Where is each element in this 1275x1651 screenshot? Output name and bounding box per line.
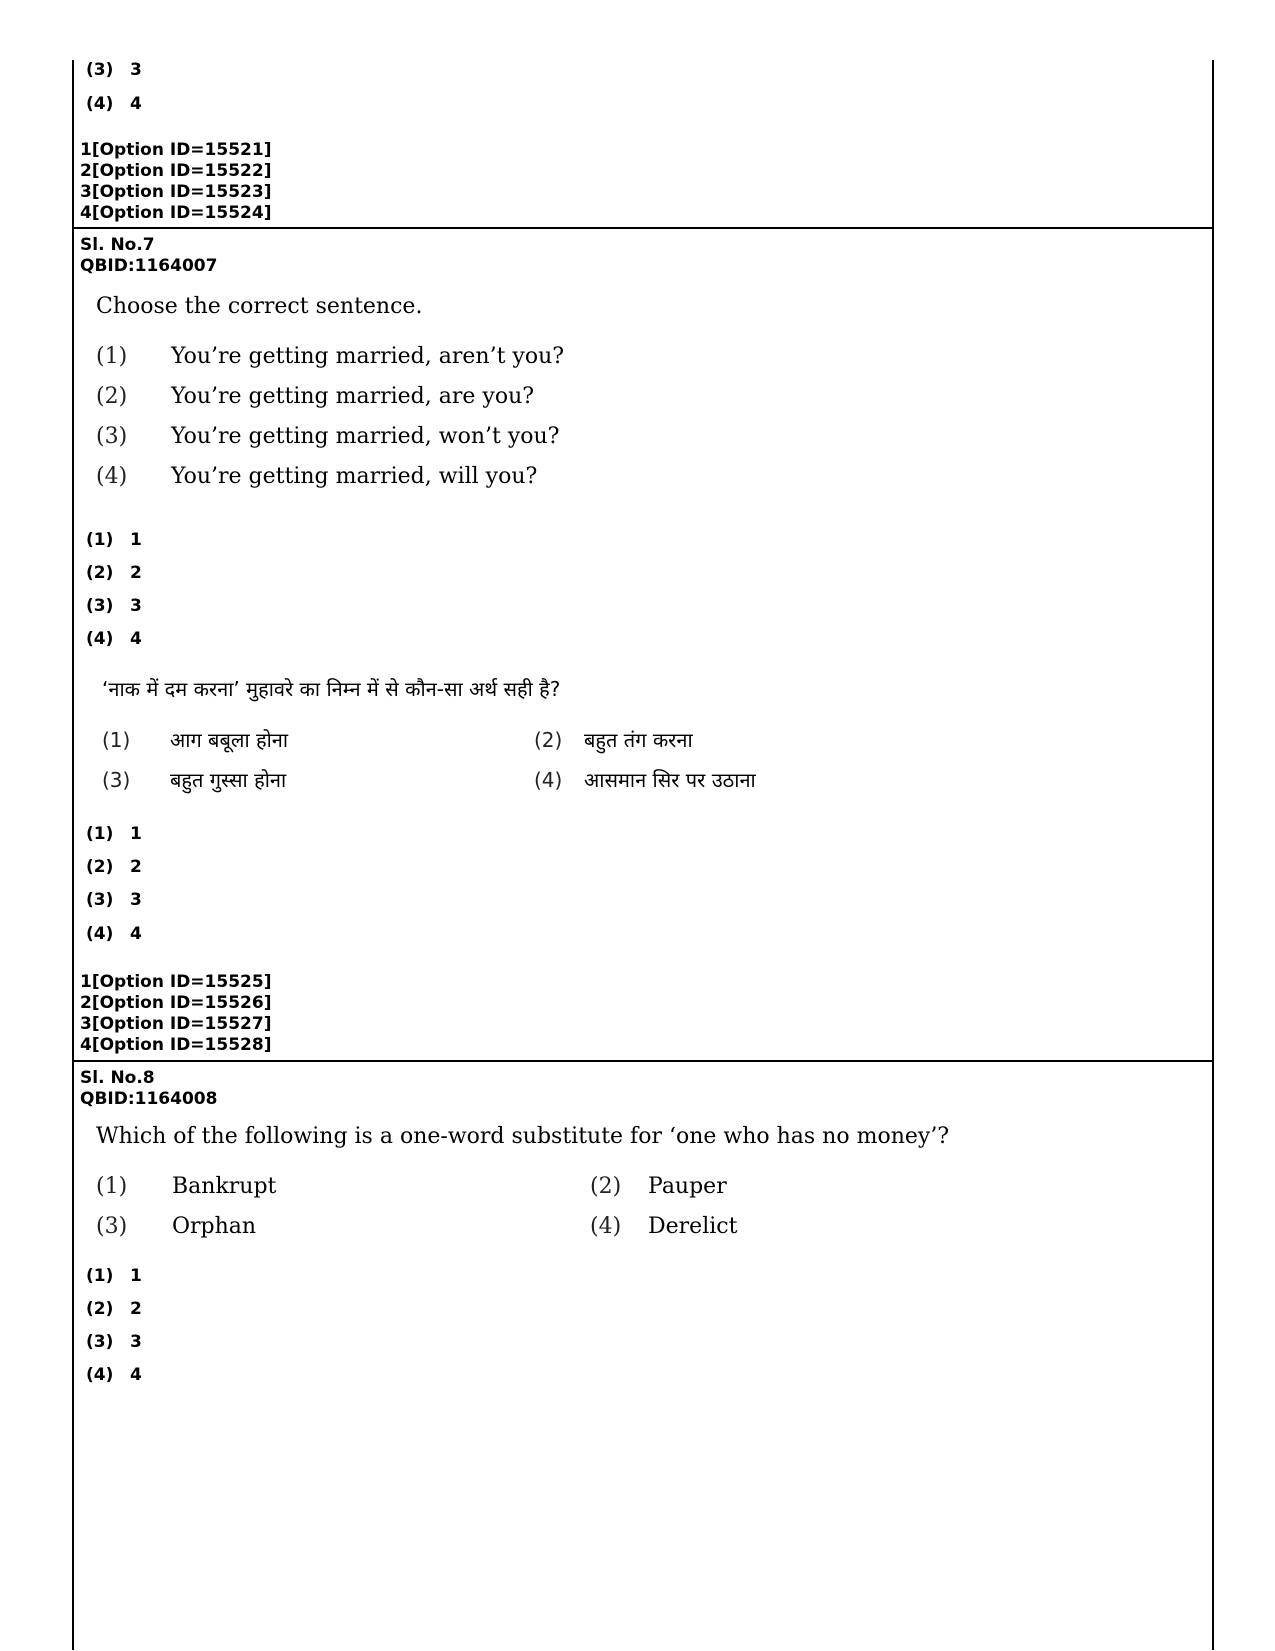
answer-choice: (3) 3 — [86, 60, 142, 80]
option-1: (1) Bankrupt — [96, 1174, 277, 1199]
option-id: 1[Option ID=15521] — [80, 140, 272, 160]
option-id: 4[Option ID=15524] — [80, 203, 272, 223]
option-id: 3[Option ID=15527] — [80, 1014, 272, 1034]
question-text: Choose the correct sentence. — [96, 294, 423, 319]
serial-number: Sl. No.8 — [80, 1068, 155, 1088]
option-2: (2) Pauper — [590, 1174, 727, 1199]
answer-choice: (4) 4 — [86, 1365, 142, 1385]
question-text: Which of the following is a one-word substitute for ‘one who has no money’? — [96, 1124, 950, 1149]
question-paper-frame — [72, 60, 1214, 1650]
answer-choice: (4) 4 — [86, 94, 142, 114]
section-divider — [74, 1060, 1212, 1062]
option-4: (4) Derelict — [590, 1214, 738, 1239]
answer-choice: (2) 2 — [86, 857, 142, 877]
answer-choice: (3) 3 — [86, 890, 142, 910]
answer-choice: (4) 4 — [86, 924, 142, 944]
option-id: 2[Option ID=15522] — [80, 161, 272, 181]
hindi-option-4: (4) आसमान सिर पर उठाना — [534, 768, 756, 792]
question-bank-id: QBID:1164007 — [80, 256, 218, 276]
hindi-option-2: (2) बहुत तंग करना — [534, 728, 693, 752]
option-id: 4[Option ID=15528] — [80, 1035, 272, 1055]
option-1: (1) You’re getting married, aren’t you? — [96, 344, 565, 369]
answer-choice: (1) 1 — [86, 824, 142, 844]
answer-choice: (2) 2 — [86, 1299, 142, 1319]
answer-choice: (3) 3 — [86, 596, 142, 616]
option-3: (3) You’re getting married, won’t you? — [96, 424, 560, 449]
serial-number: Sl. No.7 — [80, 235, 155, 255]
option-id: 3[Option ID=15523] — [80, 182, 272, 202]
hindi-option-3: (3) बहुत गुस्सा होना — [102, 768, 287, 792]
answer-choice: (2) 2 — [86, 563, 142, 583]
option-2: (2) You’re getting married, are you? — [96, 384, 535, 409]
section-divider — [74, 227, 1212, 229]
answer-choice: (1) 1 — [86, 1266, 142, 1286]
option-4: (4) You’re getting married, will you? — [96, 464, 538, 489]
option-id: 1[Option ID=15525] — [80, 972, 272, 992]
hindi-question-text: ‘नाक में दम करना’ मुहावरे का निम्न में से कौन-सा अर्थ सही है? — [102, 677, 561, 701]
question-bank-id: QBID:1164008 — [80, 1089, 218, 1109]
hindi-option-1: (1) आग बबूला होना — [102, 728, 289, 752]
answer-choice: (3) 3 — [86, 1332, 142, 1352]
answer-choice: (4) 4 — [86, 629, 142, 649]
option-3: (3) Orphan — [96, 1214, 257, 1239]
option-id: 2[Option ID=15526] — [80, 993, 272, 1013]
answer-choice: (1) 1 — [86, 530, 142, 550]
